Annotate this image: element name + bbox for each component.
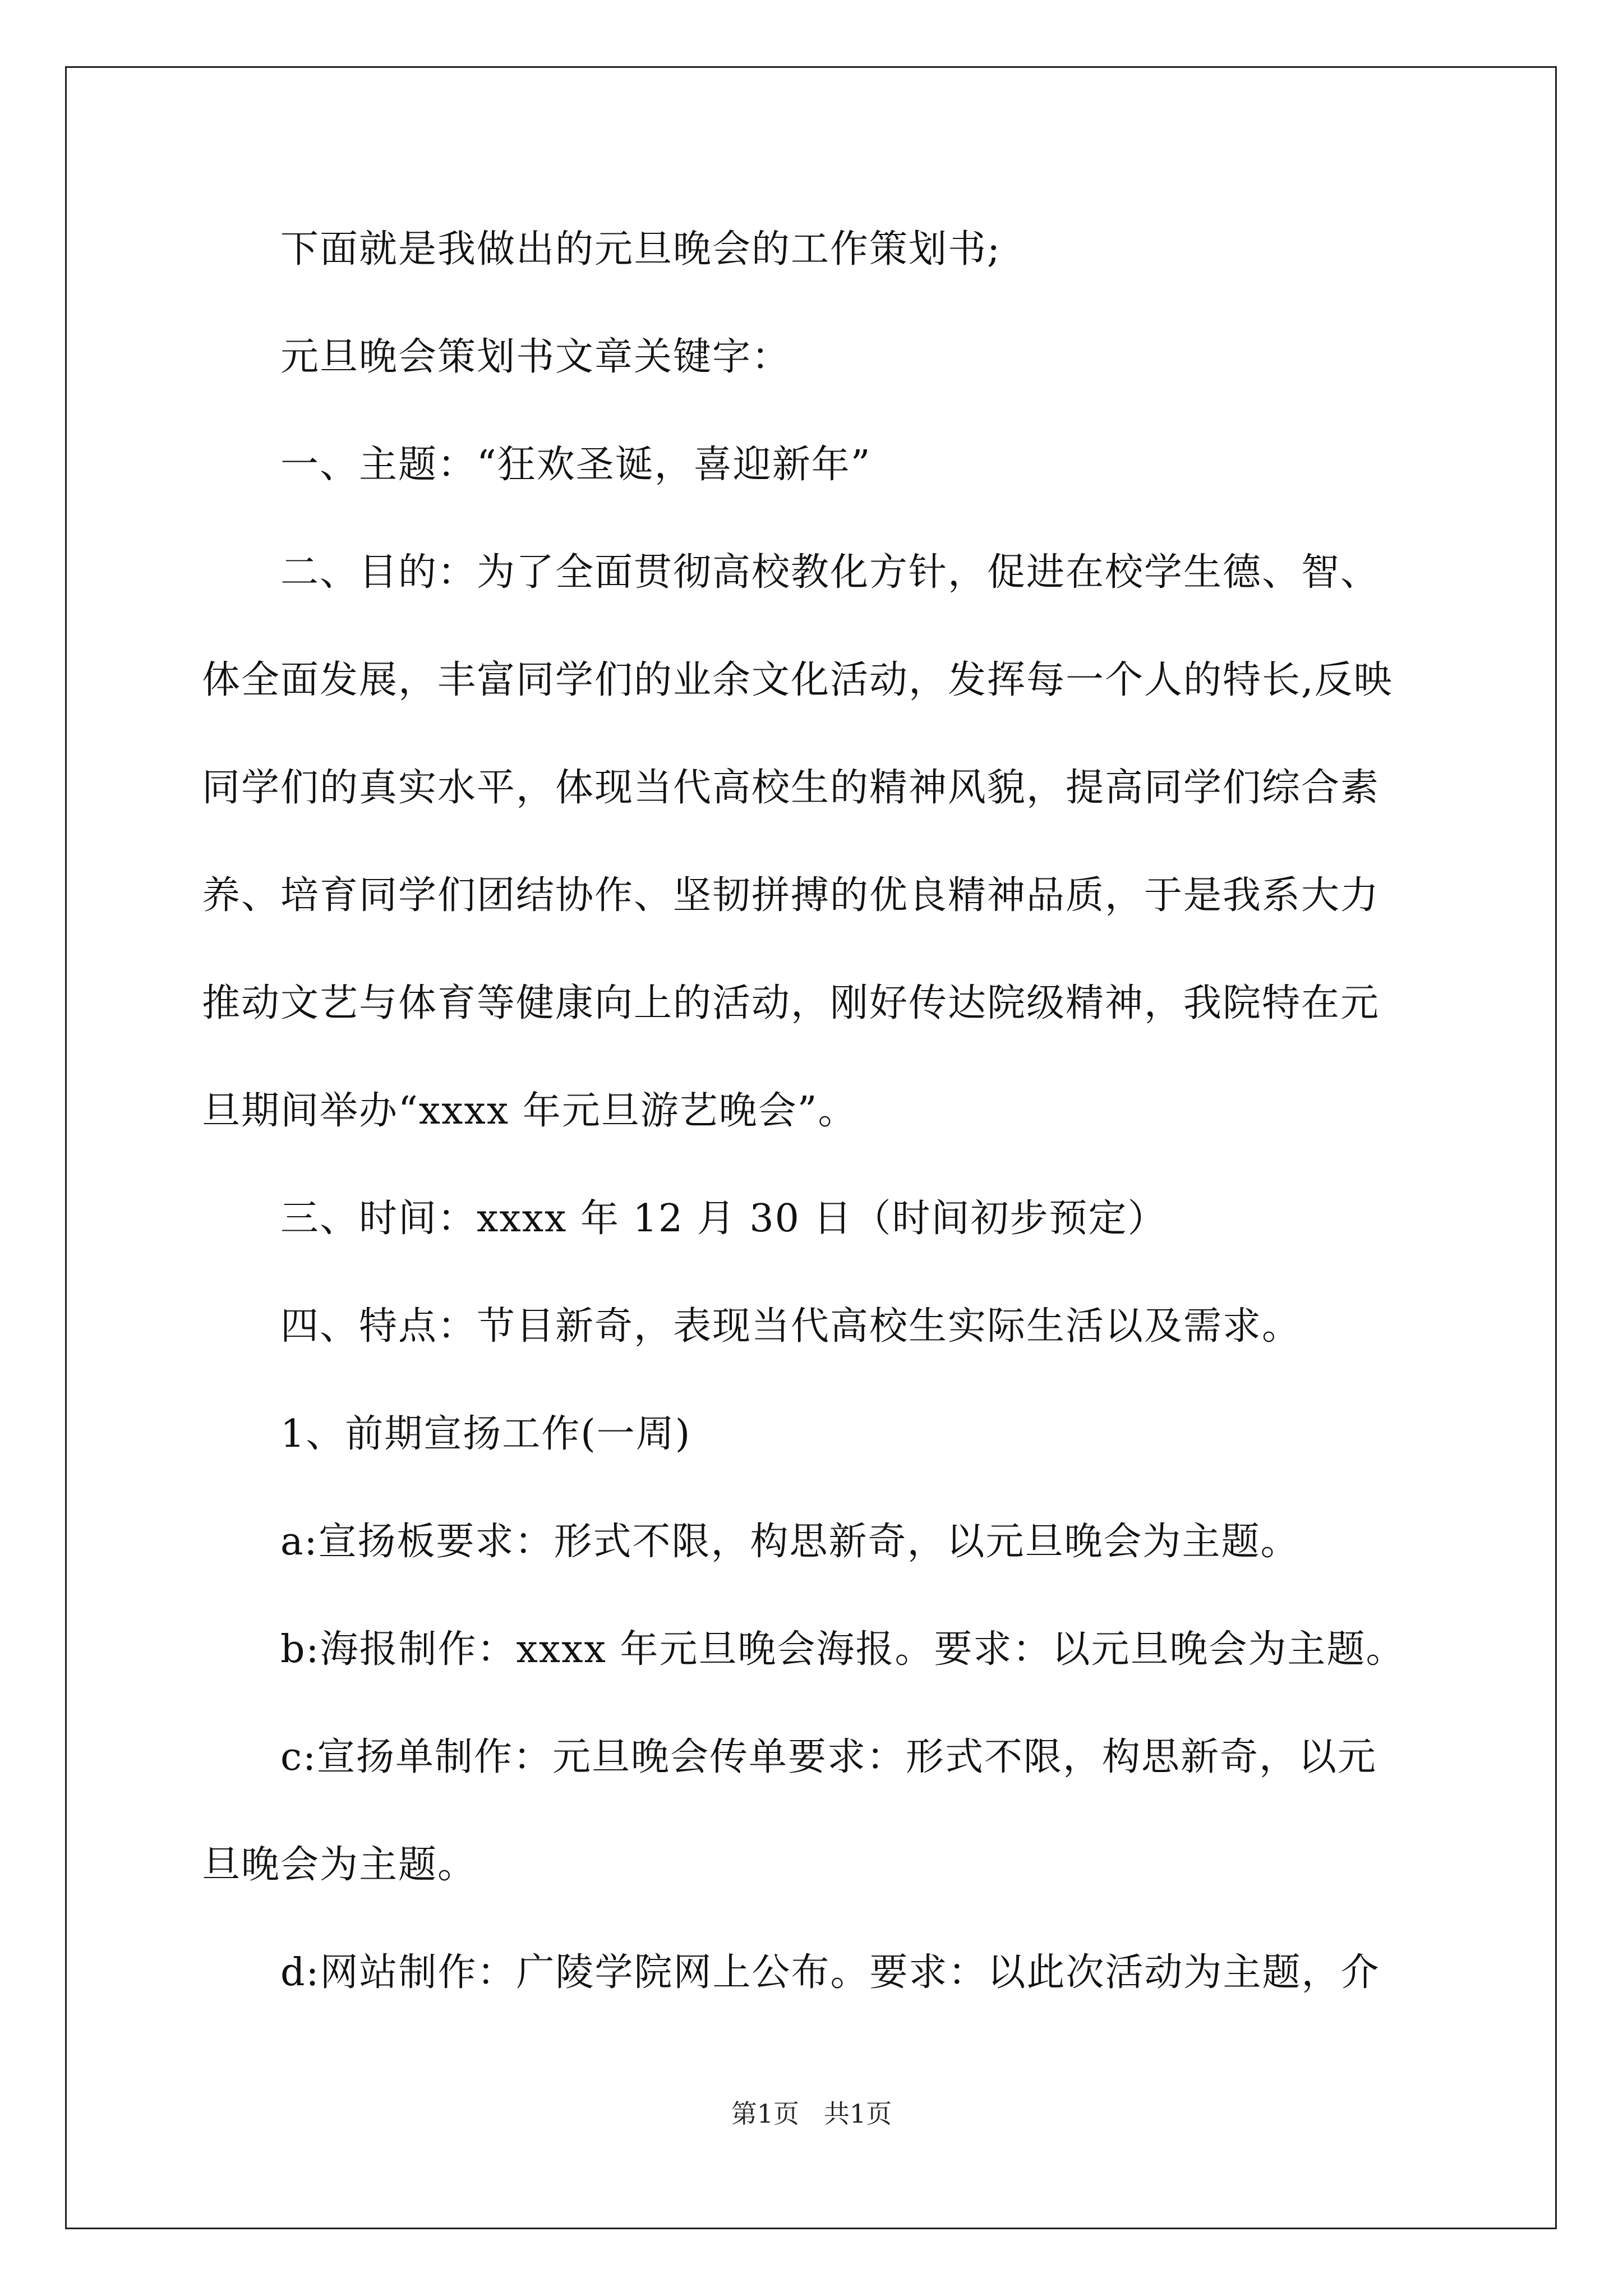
page-footer (0, 2097, 1623, 2131)
paragraph-line: 旦期间举办“xxxx 年元旦游艺晚会”。 (202, 1089, 857, 1133)
paragraph-line: 元旦晚会策划书文章关键字： (280, 335, 791, 379)
page-number-total: 共1页 (824, 2099, 892, 2129)
paragraph-line: d:网站制作：广陵学院网上公布。要求：以此次活动为主题，介 (280, 1950, 1380, 1995)
paragraph-line: 养、培育同学们团结协作、坚韧拼搏的优良精神品质，于是我系大力 (202, 873, 1380, 918)
paragraph-line: 推动文艺与体育等健康向上的活动，刚好传达院级精神，我院特在元 (202, 981, 1380, 1025)
page-number-current: 第1页 (731, 2099, 799, 2129)
paragraph-line: c:宣扬单制作：元旦晚会传单要求：形式不限，构思新奇，以元 (280, 1735, 1377, 1779)
paragraph-line: 旦晚会为主题。 (202, 1843, 477, 1887)
paragraph-line: a:宣扬板要求：形式不限，构思新奇，以元旦晚会为主题。 (280, 1520, 1300, 1564)
paragraph-line: 四、特点：节目新奇，表现当代高校生实际生活以及需求。 (280, 1304, 1302, 1349)
paragraph-line: 同学们的真实水平，体现当代高校生的精神风貌，提高同学们综合素 (202, 766, 1380, 810)
paragraph-line: 一、主题：“狂欢圣诞，喜迎新年” (280, 443, 872, 487)
paragraph-line: 二、目的：为了全面贯彻高校教化方针，促进在校学生德、智、 (280, 550, 1380, 595)
page-border (65, 66, 1557, 2229)
paragraph-line: 1、前期宣扬工作(一周) (280, 1412, 691, 1456)
paragraph-line: b:海报制作：xxxx 年元旦晚会海报。要求：以元旦晚会为主题。 (280, 1627, 1405, 1672)
paragraph-line: 三、时间：xxxx 年 12 月 30 日（时间初步预定） (280, 1197, 1167, 1241)
paragraph-line: 下面就是我做出的元旦晚会的工作策划书; (280, 227, 1001, 272)
paragraph-line: 体全面发展，丰富同学们的业余文化活动，发挥每一个人的特长,反映 (202, 658, 1393, 702)
